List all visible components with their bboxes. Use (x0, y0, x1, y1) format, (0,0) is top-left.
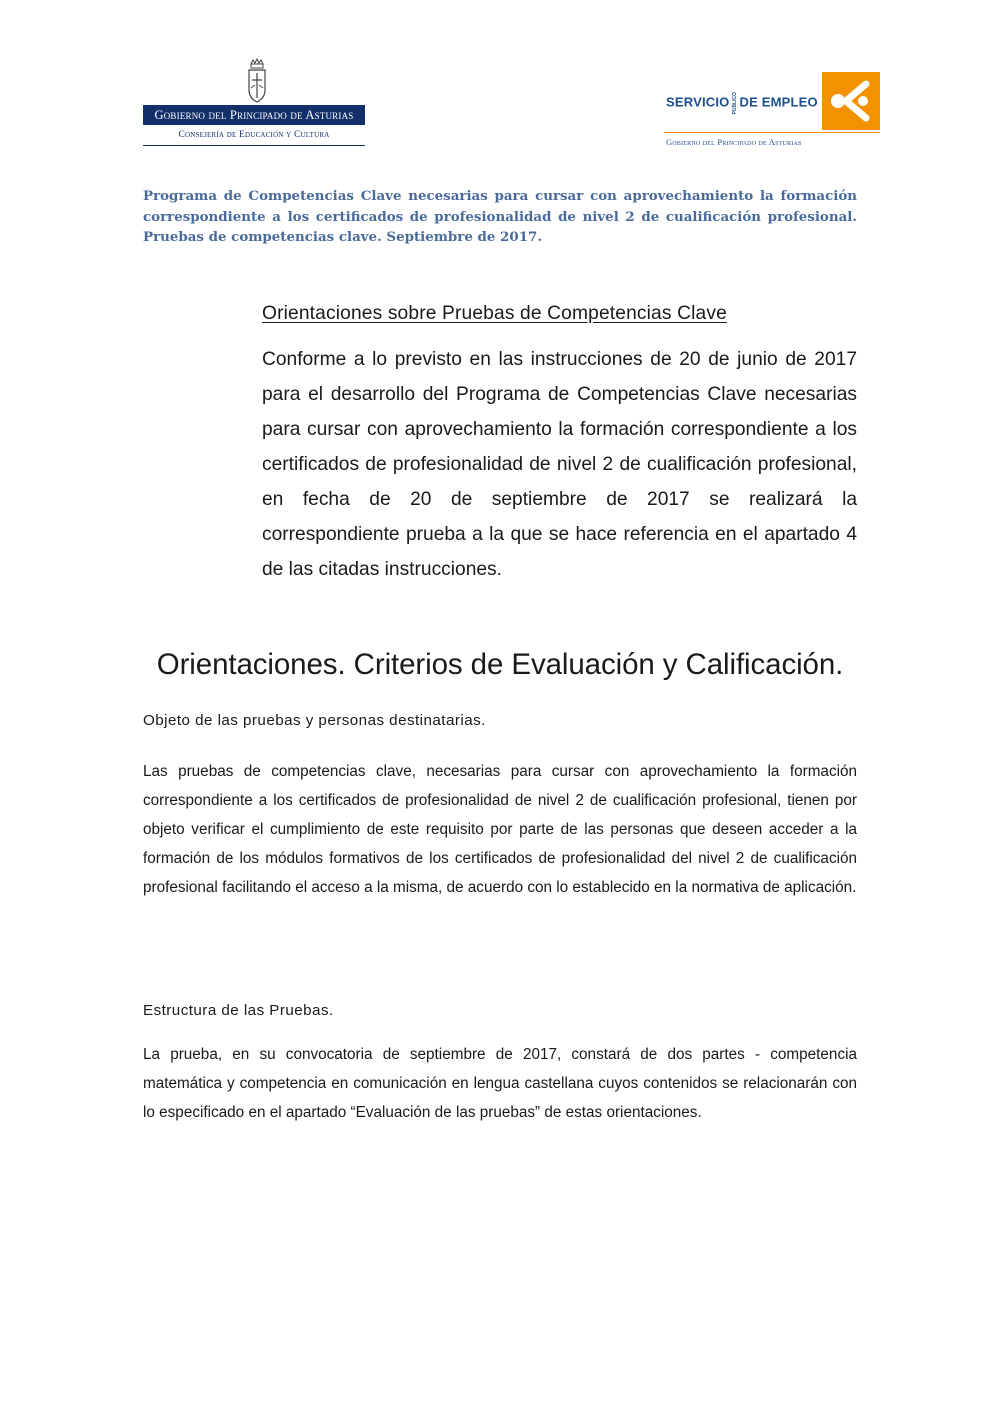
objeto-paragraph: Las pruebas de competencias clave, necesarias para cursar con aprovechamiento la formación correspondiente a los certificados de profesionalidad de nivel 2 de cualificación profesional, tienen por objeto verificar el cumplimiento de este requisito por parte de las personas que deseen acceder a la formación de los módulos formativos de los certificados de profesionalidad del nivel 2 de cualificación profesional facilitando el acceso a la misma, de acuerdo con lo establecido en la normativa de aplicación. (143, 763, 857, 896)
servicio-empleo-logo (664, 70, 882, 150)
empleo-symbol-icon (822, 72, 880, 130)
divider (664, 132, 880, 133)
consejeria-subtitle: Consejería de Educación y Cultura (178, 130, 330, 140)
de-empleo-word: DE EMPLEO (739, 94, 818, 110)
gobierno-title: Gobierno del Principado de Asturias (143, 105, 365, 125)
servicio-subtitle: Gobierno del Principado de Asturias (666, 137, 802, 147)
gobierno-asturias-logo (143, 58, 367, 150)
program-intro: Programa de Competencias Clave necesarias para cursar con aprovechamiento la formación correspondiente a los certificados de profesionalidad de nivel 2 de cualificación profesional. Pruebas de competencias clave. Septiembre de 2017. (143, 188, 857, 245)
divider (143, 145, 365, 146)
estructura-paragraph: La prueba, en su convocatoria de septiembre de 2017, constará de dos partes - competencia matemática y competencia en comunicación en lengua castellana cuyos contenidos se relacionarán con lo especificado en el apartado “Evaluación de las pruebas” de estas orientaciones. (143, 1046, 857, 1121)
estructura-heading: Estructura de las Pruebas. (143, 1002, 334, 1019)
page-title: Orientaciones. Criterios de Evaluación y Calificación. (156, 648, 844, 681)
objeto-heading: Objeto de las pruebas y personas destinatarias. (143, 712, 486, 729)
servicio-word: SERVICIO (666, 94, 730, 110)
orientaciones-paragraph: Conforme a lo previsto en las instrucciones de 20 de junio de 2017 para el desarrollo del Programa de Competencias Clave necesarias para cursar con aprovechamiento la formación correspondiente a los certificados de profesionalidad de nivel 2 de cualificación profesional, en fecha de 20 de septiembre de 2017 se realizará la correspondiente prueba a la que se hace referencia en el apartado 4 de las citadas instrucciones. (262, 349, 857, 580)
coat-of-arms-icon (246, 58, 268, 104)
servicio-empleo-name (666, 92, 818, 115)
publico-word: PÚBLICO (731, 92, 738, 115)
orientaciones-subtitle: Orientaciones sobre Pruebas de Competencias Clave (262, 303, 727, 324)
